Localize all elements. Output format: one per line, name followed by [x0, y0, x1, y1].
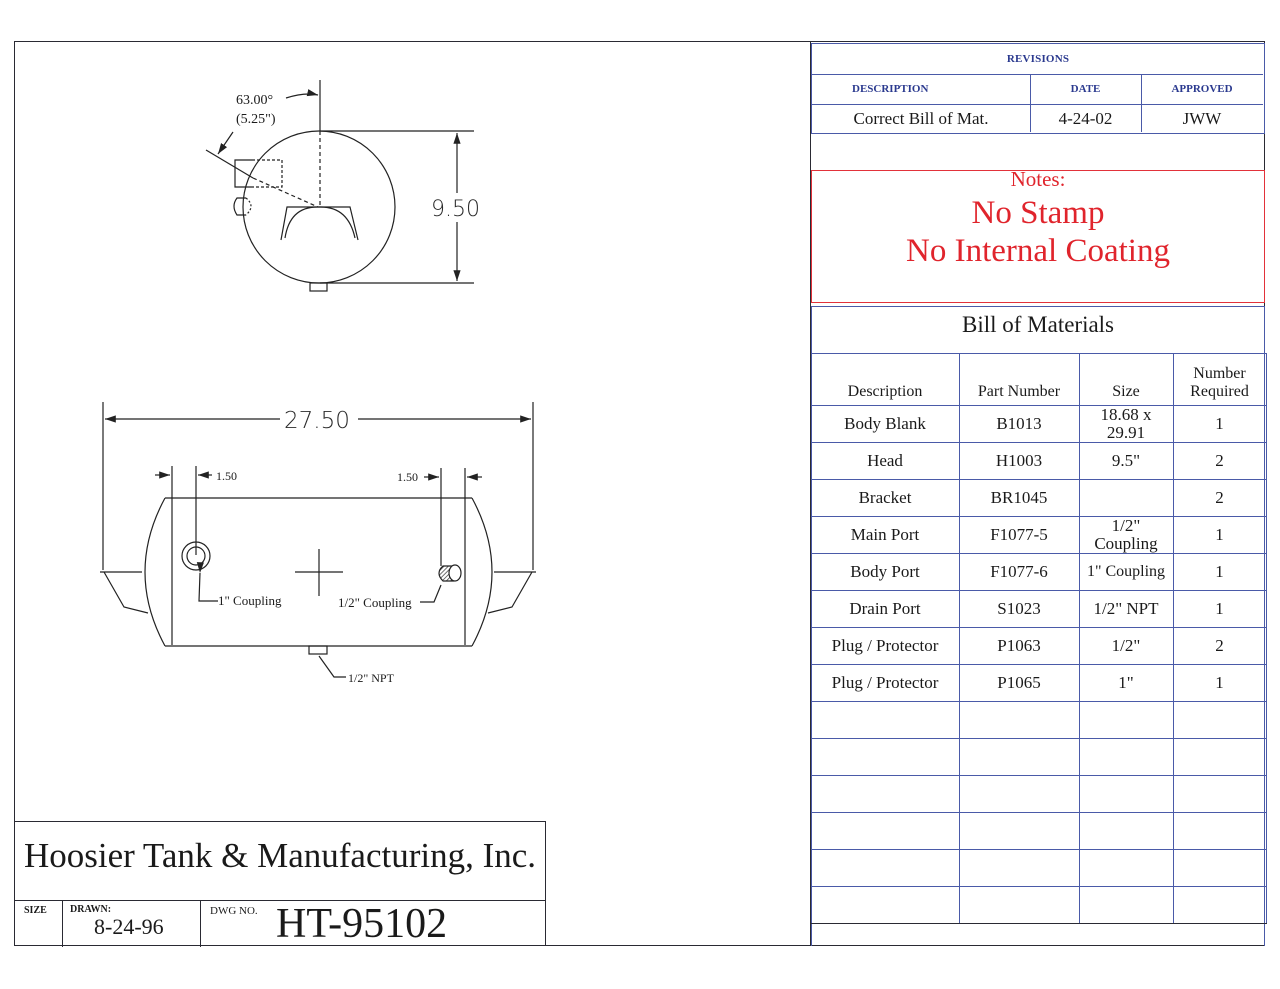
table-row — [811, 591, 1266, 628]
title-block — [14, 821, 546, 946]
bom-description: Drain Port — [811, 591, 959, 628]
bom-part: F1077-6 — [959, 554, 1079, 591]
title-block-divider — [62, 900, 63, 947]
rev-header-approved: APPROVED — [1141, 74, 1263, 104]
bom-title: Bill of Materials — [961, 312, 1115, 337]
right-offset-dimension: 1.50 — [397, 470, 418, 484]
bom-table — [811, 353, 1267, 924]
diameter-dimension: 9.50 — [431, 197, 480, 222]
bom-size: 1" — [1079, 665, 1173, 702]
bom-part: P1063 — [959, 628, 1079, 665]
bom-qty: 1 — [1173, 554, 1266, 591]
bom-qty: 1 — [1173, 665, 1266, 702]
bom-description: Bracket — [811, 480, 959, 517]
bom-part: BR1045 — [959, 480, 1079, 517]
table-row — [811, 813, 1266, 850]
bom-part: H1003 — [959, 443, 1079, 480]
rev-row-approved: JWW — [1141, 104, 1263, 134]
notes-title: Notes: — [1010, 167, 1066, 191]
drawing-number: HT-95102 — [276, 901, 448, 947]
right-port-label: 1/2" Coupling — [338, 595, 412, 610]
revisions-title: REVISIONS — [1006, 53, 1070, 65]
left-port-label: 1" Coupling — [218, 593, 282, 608]
bom-qty — [1173, 813, 1266, 850]
size-label: SIZE — [24, 905, 47, 916]
bom-part — [959, 776, 1079, 813]
note-line: No Internal Coating — [906, 233, 1170, 269]
table-row — [811, 887, 1266, 924]
rev-divider — [1030, 74, 1031, 132]
bom-description: Body Port — [811, 554, 959, 591]
bom-size — [1079, 850, 1173, 887]
table-row — [811, 480, 1266, 517]
bom-description — [811, 813, 959, 850]
bom-qty: 2 — [1173, 628, 1266, 665]
table-row — [811, 628, 1266, 665]
bom-description — [811, 776, 959, 813]
bom-size — [1079, 739, 1173, 776]
table-row — [811, 776, 1266, 813]
table-row — [811, 850, 1266, 887]
bom-part: B1013 — [959, 406, 1079, 443]
company-name: Hoosier Tank & Manufacturing, Inc. — [24, 836, 537, 875]
bom-description — [811, 887, 959, 924]
bom-size: 1/2" Coupling — [1079, 517, 1173, 554]
bom-qty — [1173, 776, 1266, 813]
bom-part — [959, 887, 1079, 924]
bom-size — [1079, 480, 1173, 517]
bom-part — [959, 702, 1079, 739]
angle-label: 63.00° — [236, 93, 274, 108]
title-block-divider — [200, 900, 201, 947]
bom-qty: 1 — [1173, 591, 1266, 628]
bom-qty: 1 — [1173, 517, 1266, 554]
bom-description: Plug / Protector — [811, 665, 959, 702]
bom-description — [811, 739, 959, 776]
bom-description — [811, 850, 959, 887]
bom-part — [959, 850, 1079, 887]
bom-part — [959, 813, 1079, 850]
bom-description: Plug / Protector — [811, 628, 959, 665]
bom-qty — [1173, 850, 1266, 887]
rev-header-date: DATE — [1030, 74, 1141, 104]
bill-of-materials — [811, 306, 1265, 946]
bom-size: 1/2" — [1079, 628, 1173, 665]
bom-size: 9.5" — [1079, 443, 1173, 480]
bom-size: 1/2" NPT — [1079, 591, 1173, 628]
bom-header-size: Size — [1079, 354, 1173, 406]
note-line: No Stamp — [971, 195, 1105, 231]
notes-block — [811, 167, 1265, 303]
table-row — [811, 443, 1266, 480]
bom-part: S1023 — [959, 591, 1079, 628]
rev-row-date: 4-24-02 — [1030, 104, 1141, 134]
dwg-no-label: DWG NO. — [210, 905, 258, 917]
arc-length-label: (5.25") — [236, 112, 276, 127]
side-view — [100, 402, 536, 677]
bom-part — [959, 739, 1079, 776]
bom-size — [1079, 702, 1173, 739]
rev-header-description: DESCRIPTION — [812, 74, 1030, 104]
drain-label: 1/2" NPT — [348, 671, 394, 685]
revisions-block — [811, 43, 1265, 134]
bom-description — [811, 702, 959, 739]
bom-header-part-number: Part Number — [959, 354, 1079, 406]
table-row — [811, 406, 1266, 443]
bom-qty: 2 — [1173, 480, 1266, 517]
table-row — [811, 665, 1266, 702]
bom-size: 1" Coupling — [1079, 554, 1173, 591]
bom-description: Head — [811, 443, 959, 480]
bom-description: Body Blank — [811, 406, 959, 443]
table-row — [811, 554, 1266, 591]
bom-qty: 1 — [1173, 406, 1266, 443]
bom-description: Main Port — [811, 517, 959, 554]
table-row — [811, 739, 1266, 776]
rev-row-description: Correct Bill of Mat. — [812, 104, 1030, 134]
bom-size — [1079, 776, 1173, 813]
bom-qty — [1173, 702, 1266, 739]
bom-header-row — [811, 354, 1266, 406]
table-row — [811, 517, 1266, 554]
overall-length-dimension: 27.50 — [284, 408, 350, 434]
bom-size — [1079, 813, 1173, 850]
bom-size: 18.68 x 29.91 — [1079, 406, 1173, 443]
rev-divider — [1141, 74, 1142, 132]
bom-header-description: Description — [811, 354, 959, 406]
bom-header-number-required: Number Required — [1173, 354, 1266, 406]
bom-part: P1065 — [959, 665, 1079, 702]
drawn-date: 8-24-96 — [94, 914, 164, 939]
left-offset-dimension: 1.50 — [216, 469, 237, 483]
bom-qty — [1173, 887, 1266, 924]
bom-part: F1077-5 — [959, 517, 1079, 554]
bom-qty: 2 — [1173, 443, 1266, 480]
bom-qty — [1173, 739, 1266, 776]
table-row — [811, 702, 1266, 739]
bom-size — [1079, 887, 1173, 924]
drawn-label: DRAWN: — [70, 904, 112, 915]
